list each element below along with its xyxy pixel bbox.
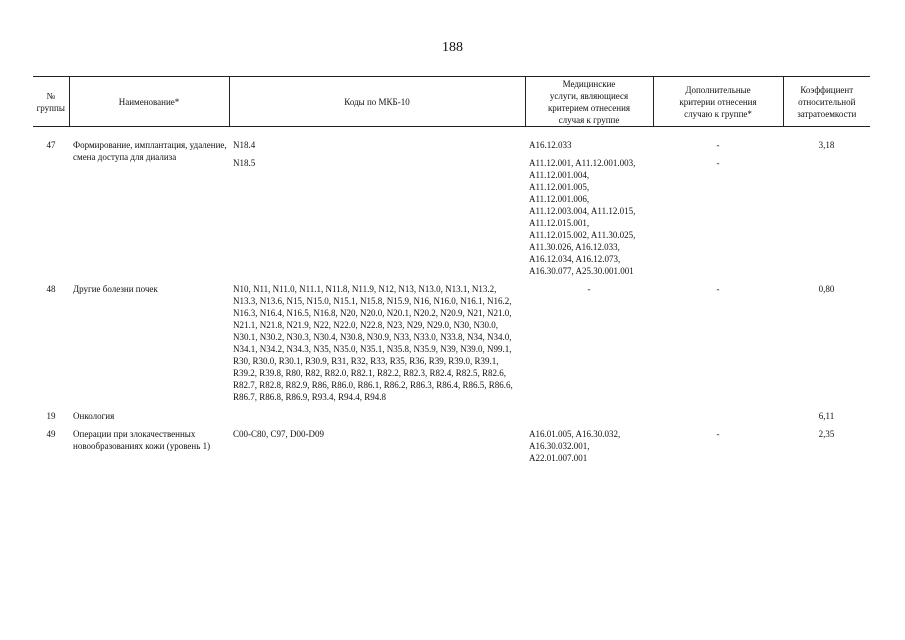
table-row (33, 127, 870, 152)
group-number: 49 (46, 429, 56, 439)
header-icd-codes: Коды по МКБ-10 (229, 77, 525, 127)
table-header-row (33, 77, 870, 127)
header-extra-criteria: Дополнительные критерии отнесения случаю к группе* (653, 77, 783, 127)
group-number: 48 (46, 284, 56, 294)
icd-codes: N18.5 (233, 158, 256, 168)
extra-criteria: - (716, 429, 720, 439)
group-name: Формирование, имплантация, удаление, смена доступа для диализа (73, 140, 227, 162)
coefficient: 0,80 (818, 284, 835, 294)
icd-codes: N10, N11, N11.0, N11.1, N11.8, N11.9, N12, N13, N13.0, N13.1, N13.2, N13.3, N13.6, N15, N15.0, N15.1, N15.8, N15.9, N16, N16.0, N16.1, N16.2, N16.3, N16.4, N16.5, N16.8, N20, N20.0, N20.1, N20.2, N20.9, N21, N21.0, N21.1, N21.8, N21.9, N22, N22.0, N22.8, N23, N29, N29.0, N30, N30.0, N30.1, N30.2, N30.3, N30.4, N30.8, N30.9, N33, N33.0, N33.8, N34, N34.0, N34.1, N34.2, N34.3, N35, N35.0, N35.1, N35.8, N35.9, N39, N39.0, N99.1, R30, R30.0, R30.1, R30.9, R31, R32, R33, R35, R36, R39, R39.0, R39.1, R39.2, R39.8, R80, R82, R82.0, R82.1, R82.2, R82.3, R82.4, R82.5, R82.6, R82.7, R82.8, R82.9, R86, R86.0, R86.1, R86.2, R86.3, R86.4, R86.5, R86.6, R86.7, R86.8, R86.9, R93.4, R94.4, R94.8 (233, 284, 513, 402)
tariff-group-table (33, 76, 870, 464)
coefficient: 2,35 (818, 429, 835, 439)
header-group-no: № группы (33, 77, 69, 127)
coefficient: 6,11 (818, 411, 835, 421)
page-number: 188 (442, 40, 463, 55)
coefficient: 3,18 (818, 140, 835, 150)
icd-codes: C00-C80, C97, D00-D09 (233, 429, 325, 439)
header-services: Медицинские услуги, являющиеся критерием отнесения случая к группе (525, 77, 653, 127)
group-number: 19 (46, 411, 56, 421)
group-name: Операции при злокачественных новообразованиях кожи (уровень 1) (73, 429, 211, 451)
medical-services: A16.01.005, A16.30.032, A16.30.032.001, A22.01.007.001 (529, 429, 621, 463)
header-name: Наименование* (69, 77, 229, 127)
icd-codes: N18.4 (233, 140, 256, 150)
medical-services: - (587, 284, 591, 294)
extra-criteria: - (716, 284, 720, 294)
table-row (33, 403, 870, 422)
group-number: 47 (46, 140, 56, 150)
group-name: Онкология (73, 411, 115, 421)
group-name: Другие болезни почек (73, 284, 158, 294)
table-row (33, 277, 870, 403)
medical-services: A16.12.033 (529, 140, 572, 150)
extra-criteria: - (716, 140, 720, 150)
table-row (33, 422, 870, 464)
header-coefficient: Коэффициент относительной затратоемкости (783, 77, 870, 127)
extra-criteria: - (716, 158, 720, 168)
medical-services: A11.12.001, A11.12.001.003, A11.12.001.004, A11.12.001.005, A11.12.001.006, A11.12.003.004, A11.12.015, A11.12.015.001, A11.12.015.002, A11.30.025, A11.30.026, A16.12.033, A16.12.034, A16.12.073, A16.30.077, A25.30.001.001 (529, 158, 636, 276)
